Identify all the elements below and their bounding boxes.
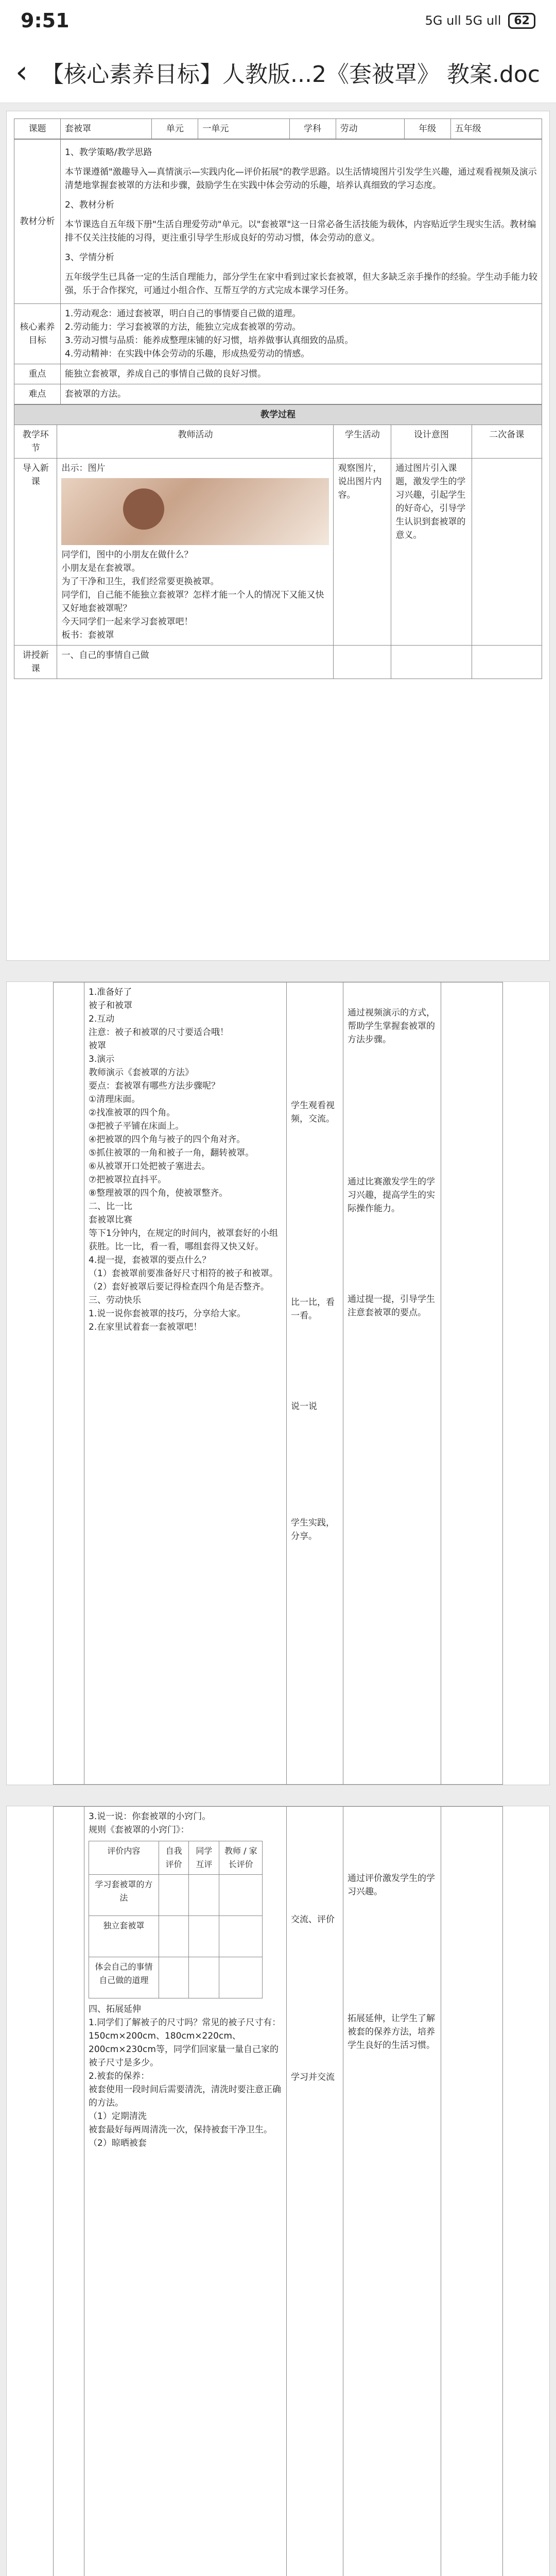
p3-line: 150cm×200cm、180cm×220cm、200cm×230cm等，同学们回家量一量自己家的被子尺寸是多少。 [89,2031,279,2068]
literacy-item: 3.劳动习惯与品质：能养成整理床铺的好习惯，培养做事认真细致的品质。 [65,335,354,346]
intro-line: 板书：套被罩 [61,630,114,640]
intro-line: 为了干净和卫生，我们经常要更换被罩。 [61,577,219,587]
eval-cell [189,1957,219,1998]
focus-key: 重点 [14,364,61,384]
back-icon[interactable]: ‹ [15,54,28,90]
new-line: 一、自己的事情自己做 [57,646,334,679]
p3-student-2: 学习并交流 [291,2072,335,2082]
p3-design-2: 拓展延伸，让学生了解被套的保养方法，培养学生良好的生活习惯。 [348,2013,435,2050]
p2-line: 1.说一说你套被罩的技巧，分享给大家。 [89,1309,246,1319]
p2-student-4: 学生实践，分享。 [291,1518,335,1541]
eval-cell [159,1875,189,1916]
eval-cell [189,1875,219,1916]
header-table [14,118,542,139]
p2-line: ④把被罩的四个角与被子的四个角对齐。 [89,1134,246,1145]
eval-cell [159,1957,189,1998]
p2-line: 套被罩比赛 [89,1215,132,1225]
new-design [391,646,472,679]
p2-line: ⑦把被罩拉直抖平。 [89,1175,167,1185]
p3-line: 被套使用一段时间后需要清洗，清洗时要注意正确的方法。 [89,2084,281,2108]
process-title: 教学过程 [14,405,542,425]
p2-line: ⑧整理被罩的四个角，使被罩整齐。 [89,1188,228,1198]
intro-notes [472,459,542,646]
intro-step: 导入新课 [14,459,57,646]
header-key-lesson: 课题 [14,119,61,139]
p2-line: ②找准被罩的四个角。 [89,1108,176,1118]
eval-cell [219,1957,263,1998]
page2-notes [441,982,503,1785]
document-title: 【核心素养目标】人教版...2《套被罩》 教案.doc [41,61,540,88]
analysis-p1: 1、教学策略/教学思路 [65,147,152,158]
p2-design-1: 通过视频演示的方式，帮助学生掌握套被罩的方法步骤。 [348,1008,435,1045]
header-val-lesson: 套被罩 [61,119,152,139]
eval-cell [159,1916,189,1957]
p2-design-2: 通过比赛激发学生的学习兴趣，提高学生的实际操作能力。 [348,1177,435,1214]
p2-student-3: 说一说 [291,1401,317,1412]
page2-design [343,982,441,1785]
p3-line: 规则《套被罩的小窍门》： [89,1825,189,1835]
p2-line: （1）套被罩前要准备好尺寸相符的被子和被罩。 [89,1268,278,1279]
evaluation-table [89,1841,263,1998]
page3-table [53,1806,503,2576]
status-bar [0,0,556,41]
page2-step [54,982,84,1785]
eval-head: 自我评价 [159,1841,189,1875]
new-step: 讲授新课 [14,646,57,679]
p3-line: （1）定期清洗 [89,2111,147,2122]
status-icons [425,13,535,29]
p3-line: 被套最好每两周清洗一次，保持被套干净卫生。 [89,2125,272,2135]
eval-head: 评价内容 [89,1841,159,1875]
intro-line: 出示：图片 [61,463,106,473]
p3-line: 四、拓展延伸 [89,2004,141,2014]
intro-line: 今天同学们一起来学习套被罩吧！ [61,617,193,627]
intro-photo [61,478,329,545]
new-notes [472,646,542,679]
p2-line: 2.在家里试着套一套被罩吧！ [89,1322,202,1332]
header-key-unit: 单元 [152,119,198,139]
status-time: 9:51 [21,9,70,32]
analysis-table [14,139,542,404]
header-key-subject: 学科 [289,119,336,139]
literacy-content [61,304,542,364]
analysis-p3: 2、教材分析 [65,200,114,210]
p3-line: 1.同学们了解被子的尺寸吗？常见的被子尺寸有： [89,2018,281,2028]
process-head-design: 设计意图 [391,425,472,459]
page3-notes [441,1807,503,2576]
intro-line: 小朋友是在套被罩。 [61,563,141,573]
eval-row-label: 学习套被罩的方法 [89,1875,159,1916]
doc-page-1 [6,111,550,961]
eval-head: 同学互评 [189,1841,219,1875]
process-head-teacher: 教师活动 [57,425,334,459]
doc-page-3 [6,1806,550,2576]
page2-table [53,982,503,1785]
analysis-p4: 本节课选自五年级下册"生活自理爱劳动"单元。以"套被罩"这一日常必备生活技能为载体，内容贴近学生现实生活。教材编排不仅关注技能的习得，更注重引导学生形成良好的劳动习惯，体会劳动的意义。 [65,219,536,243]
document-title-bar [0,41,556,103]
p2-line: 4.提一提，套被罩的要点什么？ [89,1255,211,1265]
p2-line: 被罩 [89,1041,106,1051]
difficulty-key: 难点 [14,384,61,404]
eval-cell [219,1875,263,1916]
page3-step [54,1807,84,2576]
process-head-student: 学生活动 [334,425,391,459]
p3-line: 2.被套的保养： [89,2071,150,2081]
battery-icon: 62 [508,13,535,29]
p2-line: 二、比一比 [89,1201,132,1212]
eval-head: 教师 / 家长评价 [219,1841,263,1875]
p2-student-2: 比一比，看一看。 [291,1297,335,1321]
analysis-p2: 本节课遵循"激趣导入—真情演示—实践内化—评价拓展"的教学思路。以生活情境图片引发学生兴趣，通过观看视频及演示清楚地掌握套被罩的方法和步骤，鼓励学生在实践中体会劳动的乐趣，培养认真细致的学习态度。 [65,167,537,191]
p2-line: ⑥从被罩开口处把被子塞进去。 [89,1161,211,1172]
page2-teacher [84,982,287,1785]
p2-line: ⑤抓住被罩的一角和被子一角，翻转被罩。 [89,1148,254,1158]
page3-design [343,1807,441,2576]
process-table [14,404,542,679]
header-val-unit: 一单元 [198,119,289,139]
p2-line: 三、劳动快乐 [89,1295,141,1306]
eval-cell [219,1916,263,1957]
p2-line: 2.互动 [89,1014,115,1024]
intro-design: 通过图片引入课题，激发学生的学习兴趣，引起学生的好奇心，引导学生认识到套被罩的意义。 [391,459,472,646]
eval-row-label: 独立套被罩 [89,1916,159,1957]
intro-teacher [57,459,334,646]
header-val-subject: 劳动 [336,119,404,139]
p2-line: 1.准备好了 [89,987,132,997]
p3-line: （2）晾晒被套 [89,2138,147,2148]
literacy-item: 2.劳动能力：学习套被罩的方法，能独立完成套被罩的劳动。 [65,322,301,332]
p2-line: 注意：被子和被罩的尺寸要适合哦！ [89,1027,229,1038]
p2-line: 教师演示《套被罩的方法》 [89,1067,194,1078]
doc-page-2 [6,981,550,1785]
literacy-item: 4.劳动精神：在实践中体会劳动的乐趣，形成热爱劳动的情感。 [65,349,310,359]
difficulty-value: 套被罩的方法。 [61,384,542,404]
process-head-step: 教学环节 [14,425,57,459]
intro-student: 观察图片，说出图片内容。 [334,459,391,646]
signal-icon: 5G ull 5G ull [425,13,501,28]
p2-line: 等下1分钟内，在规定的时间内，被罩套好的小组获胜。比一比，看一看，哪组套得又快又好。 [89,1228,278,1252]
p3-student-1: 交流、评价 [291,1914,335,1925]
intro-line: 同学们，自己能不能独立套被罩？怎样才能一个人的情况下又能又快又好地套被罩呢？ [61,590,324,614]
page3-student [287,1807,343,2576]
eval-cell [189,1916,219,1957]
page3-teacher [84,1807,287,2576]
new-student [334,646,391,679]
p2-student-1: 学生观看视频，交流。 [291,1100,335,1124]
p2-line: 要点：套被罩有哪些方法步骤呢？ [89,1081,220,1091]
p2-line: 被子和被罩 [89,1001,132,1011]
p2-design-3: 通过提一提，引导学生注意套被罩的要点。 [348,1294,435,1318]
focus-value: 能独立套被罩，养成自己的事情自己做的良好习惯。 [61,364,542,384]
p2-line: ①清理床面。 [89,1094,141,1105]
eval-row-label: 体会自己的事情自己做的道理 [89,1957,159,1998]
p2-line: ③把被子平铺在床面上。 [89,1121,184,1131]
literacy-label: 核心素养目标 [14,304,61,364]
p3-design-1: 通过评价激发学生的学习兴趣。 [348,1873,435,1897]
intro-line: 同学们，图中的小朋友在做什么？ [61,550,193,560]
page2-student [287,982,343,1785]
analysis-label: 教材分析 [14,140,61,304]
analysis-p6: 五年级学生已具备一定的生活自理能力，部分学生在家中看到过家长套被罩，但大多缺乏亲手操作的经验。学生动手能力较强，乐于合作探究，可通过小组合作、互帮互学的方式完成本课学习任务。 [65,272,537,296]
header-val-grade: 五年级 [450,119,542,139]
p2-line: 3.演示 [89,1054,115,1064]
analysis-content [61,140,542,304]
analysis-p5: 3、学情分析 [65,252,114,263]
header-key-grade: 年级 [404,119,450,139]
p2-line: （2）套好被罩后要记得检查四个角是否整齐。 [89,1282,269,1292]
process-head-notes: 二次备课 [472,425,542,459]
p3-line: 3.说一说：你套被罩的小窍门。 [89,1811,211,1822]
literacy-item: 1.劳动观念：通过套被罩，明白自己的事情要自己做的道理。 [65,309,301,319]
